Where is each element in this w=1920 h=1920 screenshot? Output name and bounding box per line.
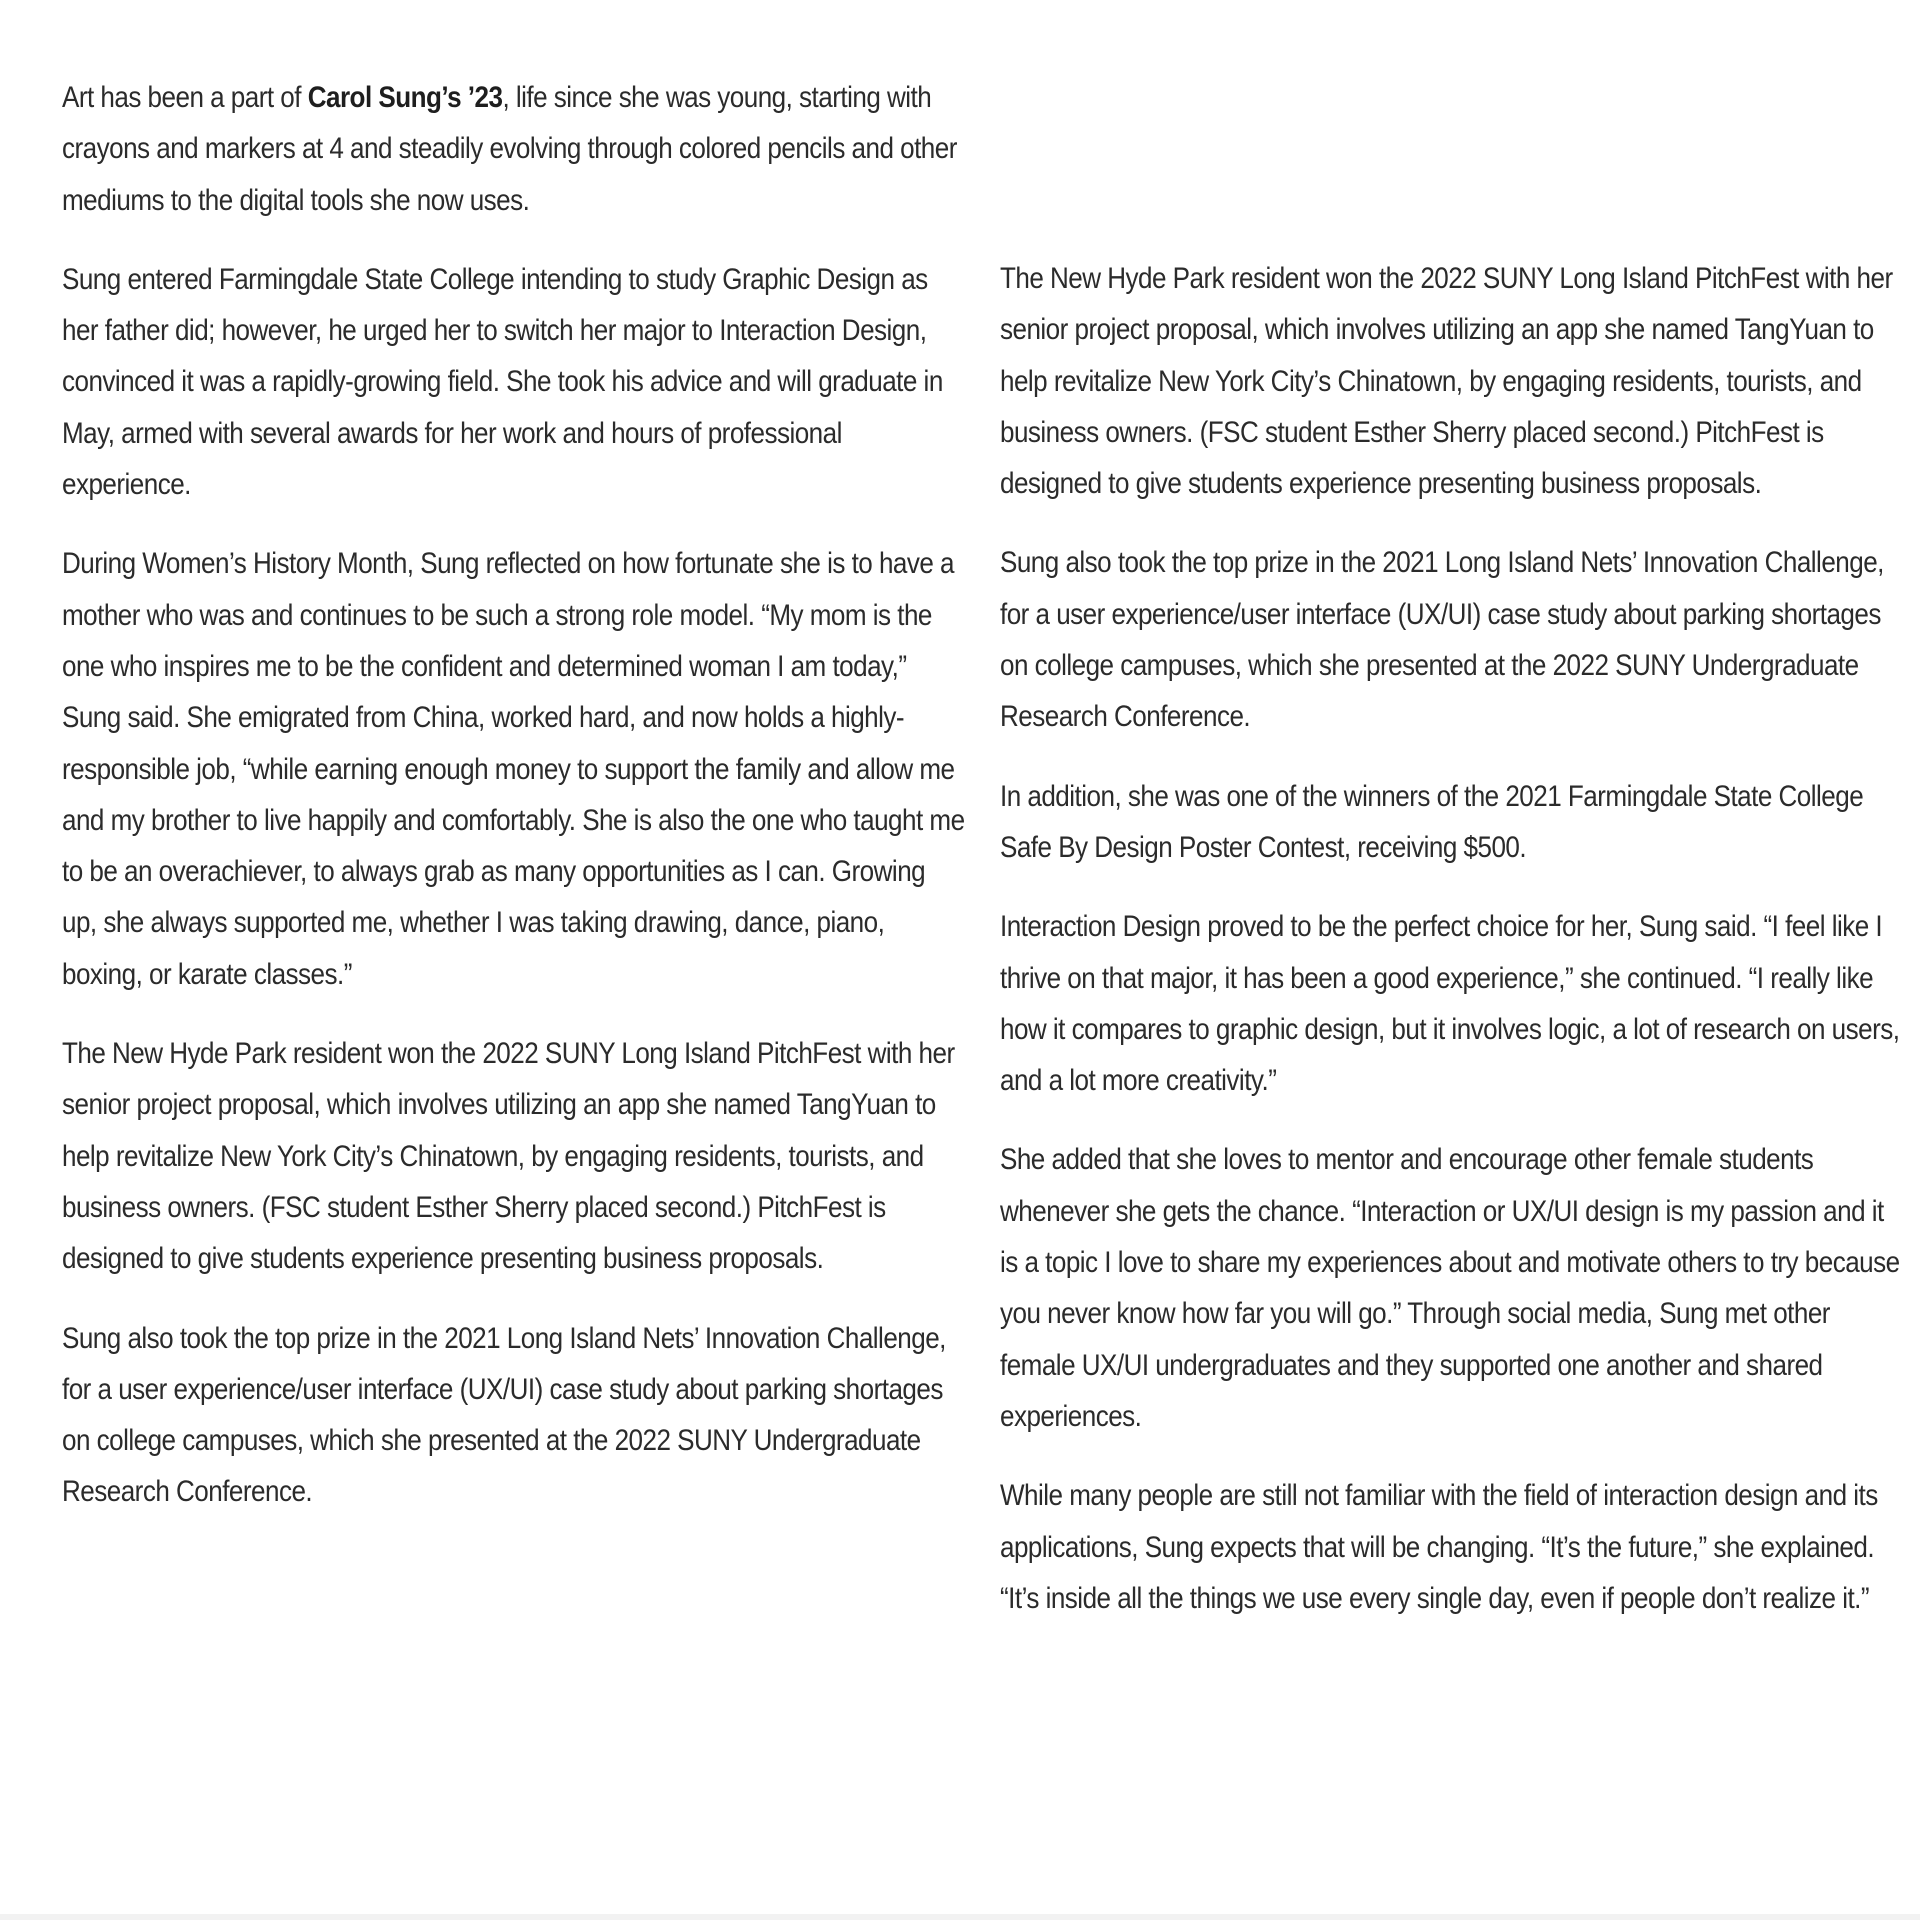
paragraph-future: While many people are still not familiar with the field of interaction design and its applications, Sung expects that will be changing. “It’s the future,” she explained. “It’s inside all the things we use every single day, even if people don’t realize it.” [1000, 1479, 1878, 1615]
paragraph-nets-challenge-repeat: Sung also took the top prize in the 2021 Long Island Nets’ Innovation Challenge, for a user experience/user interface (UX/UI) case study about parking shortages on college campuses, which she presented at the 2022 SUNY Undergraduate Research Conference. [1000, 546, 1884, 734]
paragraph-poster-contest: In addition, she was one of the winners of the 2021 Farmingdale State College Safe By Design Poster Contest, receiving $500. [1000, 779, 1864, 864]
intro-text-before-name: Art has been a part of [62, 81, 308, 114]
intro-text-after-name: , life since she was young, starting with crayons and markers at 4 and steadily evolving through colored pencils and other mediums to the digital tools she now uses. [62, 81, 957, 217]
bottom-divider [0, 1914, 1920, 1920]
paragraph-major-choice: Sung entered Farmingdale State College intending to study Graphic Design as her father did; however, he urged her to switch her major to Interaction Design, convinced it was a rapidly-growing field. She took his advice and will graduate in May, armed with several awards for her work and hours of professional experience. [62, 262, 943, 502]
intro-paragraph [62, 72, 965, 226]
left-column [62, 72, 965, 1546]
paragraph-perfect-choice: Interaction Design proved to be the perfect choice for her, Sung said. “I feel like I thrive on that major, it has been a good experience,” she continued. “I really like how it compares to graphic design, but it involves logic, a lot of research on users, and a lot more creativity.” [1000, 910, 1900, 1098]
right-column [1000, 253, 1903, 1652]
paragraph-mentoring: She added that she loves to mentor and encourage other female students whenever she gets the chance. “Interaction or UX/UI design is my passion and it is a topic I love to share my experiences about and motivate others to try because you never know how far you will go.” Through social media, Sung met other female UX/UI undergraduates and they supported one another and shared experiences. [1000, 1143, 1900, 1433]
paragraph-pitchfest-repeat: The New Hyde Park resident won the 2022 SUNY Long Island PitchFest with her senior project proposal, which involves utilizing an app she named TangYuan to help revitalize New York City’s Chinatown, by engaging residents, tourists, and business owners. (FSC student Esther Sherry placed second.) PitchFest is designed to give students experience presenting business proposals. [1000, 262, 1893, 501]
paragraph-mother-role-model: During Women’s History Month, Sung reflected on how fortunate she is to have a mother who was and continues to be such a strong role model. “My mom is the one who inspires me to be the confident and determined woman I am today,” Sung said. She emigrated from China, worked hard, and now holds a highly-responsible job, “while earning enough money to support the family and allow me and my brother to live happily and comfortably. She is also the one who taught me to be an overachiever, to always grab as many opportunities as I can. Growing up, she always supported me, whether I was taking drawing, dance, piano, boxing, or karate classes.” [62, 547, 965, 991]
paragraph-nets-challenge: Sung also took the top prize in the 2021 Long Island Nets’ Innovation Challenge, for a user experience/user interface (UX/UI) case study about parking shortages on college campuses, which she presented at the 2022 SUNY Undergraduate Research Conference. [62, 1321, 946, 1509]
student-name: Carol Sung’s ’23 [307, 81, 503, 114]
paragraph-pitchfest: The New Hyde Park resident won the 2022 SUNY Long Island PitchFest with her senior project proposal, which involves utilizing an app she named TangYuan to help revitalize New York City’s Chinatown, by engaging residents, tourists, and business owners. (FSC student Esther Sherry placed second.) PitchFest is designed to give students experience presenting business proposals. [62, 1037, 955, 1276]
